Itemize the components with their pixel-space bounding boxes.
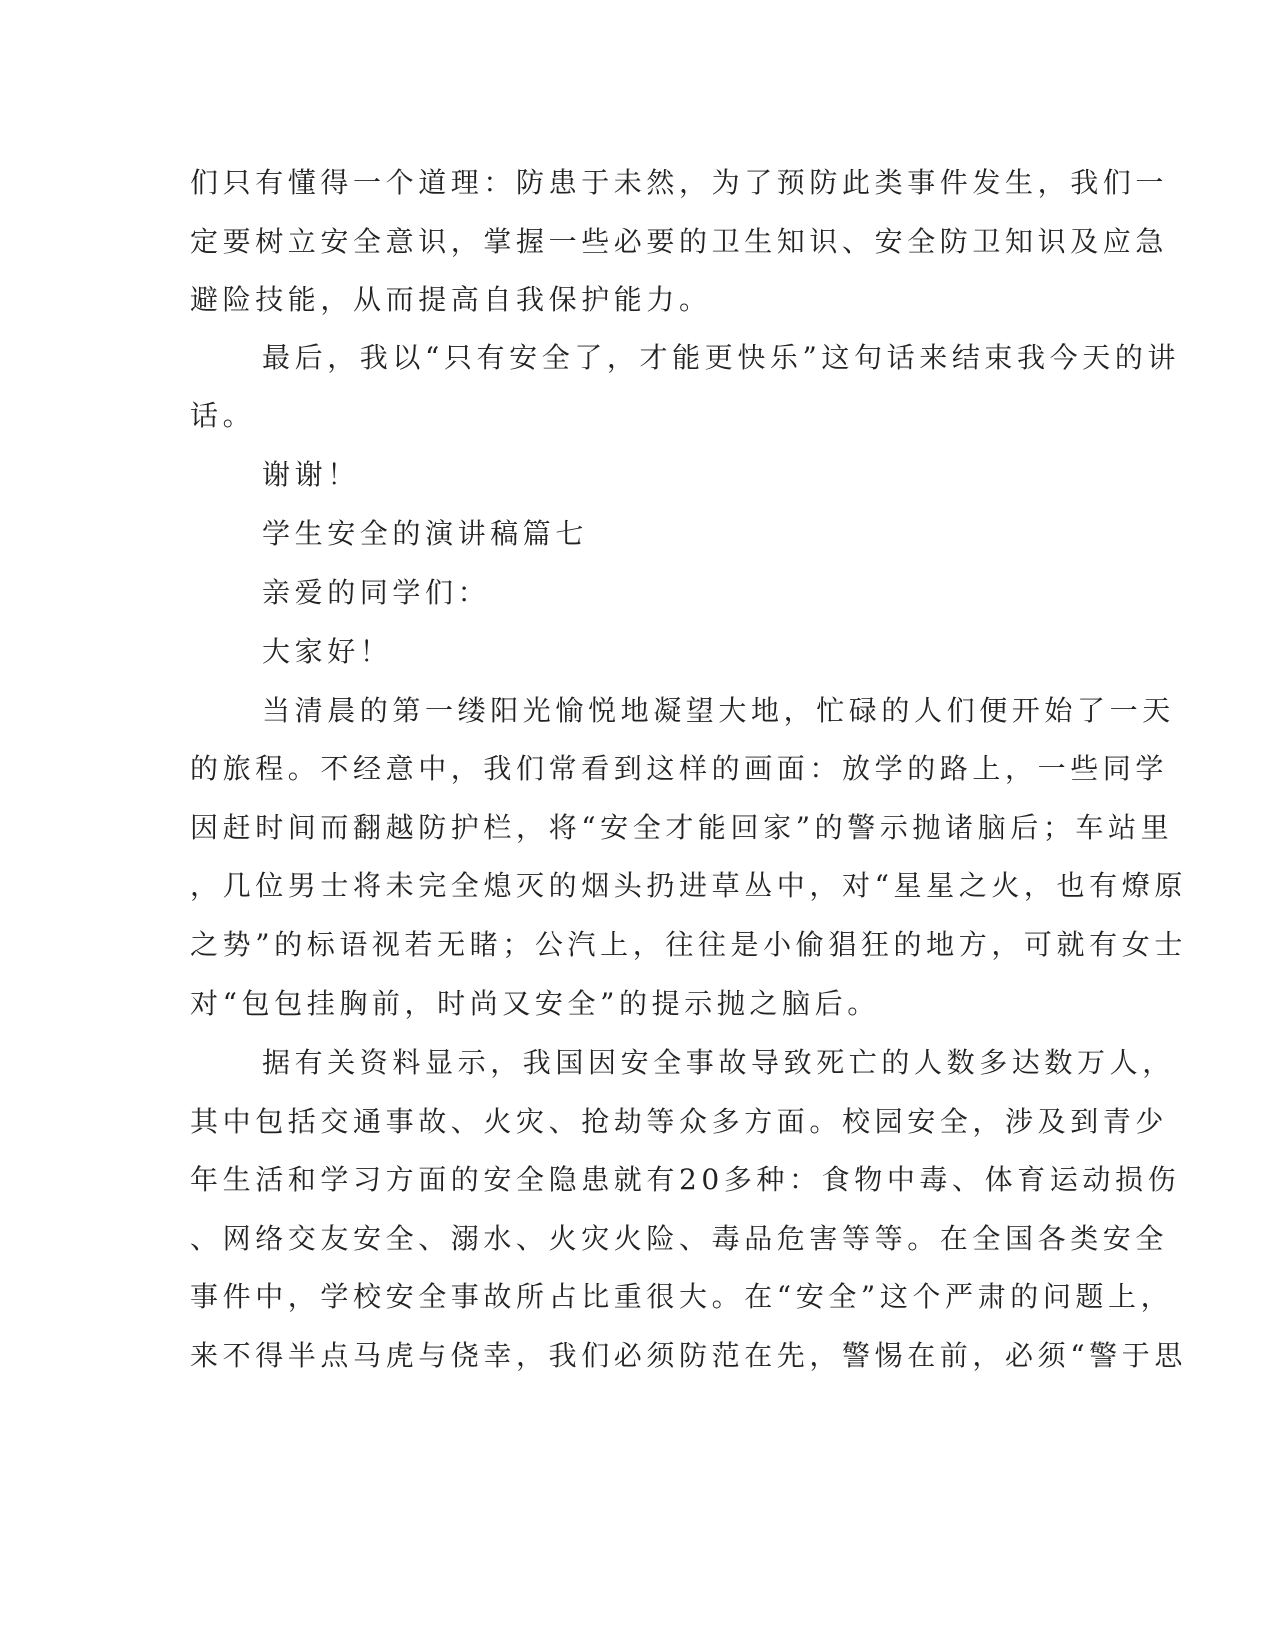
text-line: 年生活和学习方面的安全隐患就有20多种：食物中毒、体育运动损伤	[190, 1163, 1181, 1196]
text-line: 来不得半点马虎与侥幸，我们必须防范在先，警惕在前，必须“警于思	[190, 1339, 1187, 1372]
text-line: 因赶时间而翻越防护栏，将“安全才能回家”的警示抛诸脑后；车站里	[190, 811, 1174, 844]
greeting: 大家好！	[262, 635, 393, 668]
text-line: 谢谢！	[262, 458, 360, 491]
text-line: 话。	[190, 399, 256, 432]
text-line: 其中包括交通事故、火灾、抢劫等众多方面。校园安全，涉及到青少	[190, 1105, 1169, 1138]
section-heading: 学生安全的演讲稿篇七	[262, 517, 589, 550]
text-line: 对“包包挂胸前，时尚又安全”的提示抛之脑后。	[190, 987, 880, 1020]
text-line: 事件中，学校安全事故所占比重很大。在“安全”这个严肃的问题上，	[190, 1280, 1174, 1313]
text-line: ，几位男士将未完全熄灭的烟头扔进草丛中，对“星星之火，也有燎原	[190, 869, 1187, 902]
salutation: 亲爱的同学们：	[262, 576, 491, 609]
text-line: 当清晨的第一缕阳光愉悦地凝望大地，忙碌的人们便开始了一天	[262, 694, 1175, 727]
text-line: 们只有懂得一个道理：防患于未然，为了预防此类事件发生，我们一	[190, 166, 1169, 199]
text-line: 之势”的标语视若无睹；公汽上，往往是小偷猖狂的地方，可就有女士	[190, 928, 1187, 961]
text-line: 定要树立安全意识，掌握一些必要的卫生知识、安全防卫知识及应急	[190, 225, 1169, 258]
text-line: 避险技能，从而提高自我保护能力。	[190, 283, 712, 316]
text-line: 、网络交友安全、溺水、火灾火险、毒品危害等等。在全国各类安全	[190, 1222, 1169, 1255]
text-line: 最后，我以“只有安全了，才能更快乐”这句话来结束我今天的讲	[262, 341, 1181, 374]
text-line: 的旅程。不经意中，我们常看到这样的画面：放学的路上，一些同学	[190, 752, 1169, 785]
text-line: 据有关资料显示，我国因安全事故导致死亡的人数多达数万人，	[262, 1046, 1175, 1079]
